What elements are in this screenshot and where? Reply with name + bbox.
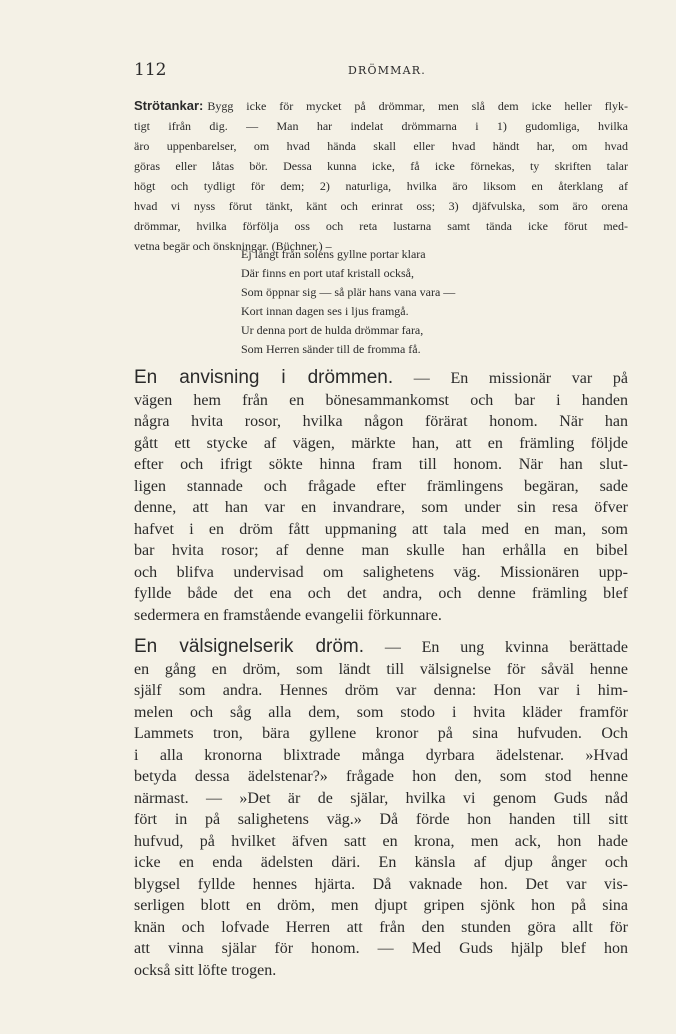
text-line: närmast. — »Det är de själar, hvilka vi genom Guds nåd bbox=[134, 789, 628, 807]
text-line: sedermera en framstående evangelii förkunnare. bbox=[134, 606, 442, 624]
text-line: denne, att han var en invandrare, som under sin resa öfver bbox=[134, 499, 628, 516]
text-line: och blifva undervisad om salighetens väg. Missionären upp- bbox=[134, 563, 628, 581]
text-line: knän och lofvade Herren att från den stunden göra allt för bbox=[134, 918, 628, 936]
text-line: icke en enda ädelsten däri. En känsla af djup ånger och bbox=[134, 854, 628, 871]
section-title: En välsignelserik dröm. bbox=[134, 636, 365, 657]
text-line: Strötankar: Bygg icke för mycket på drömmar, men slå dem icke heller flyk- bbox=[134, 98, 628, 113]
poem-line: Där finns en port utaf kristall också, bbox=[241, 266, 414, 280]
text-line: drömmar, hvilka förfölja oss och reta lustarna samt tända icke förut med- bbox=[134, 219, 628, 233]
text-line: också sitt löfte trogen. bbox=[134, 961, 277, 979]
text-line: fört in på salighetens väg.» Då förde hon handen till sitt bbox=[134, 811, 628, 828]
text-line: gått ett stycke af vägen, märkte han, att en främling följde bbox=[134, 434, 628, 452]
text-line: En anvisning i drömmen. — En missionär var på bbox=[134, 367, 628, 388]
text-line: göras eller låtas bör. Dessa kunna icke, få icke förnekas, ty skriften talar bbox=[134, 159, 628, 173]
text-line: hufvud, på hvilket äfven satt en krona, men ack, hon hade bbox=[134, 832, 628, 850]
text-line: serligen blott en dröm, men djupt gripen sjönk hon på sina bbox=[134, 897, 628, 914]
text-line: tigt ifrån dig. — Man har indelat drömmarna i 1) gudomliga, hvilka bbox=[134, 119, 628, 133]
text-line: hvad vi nyss förut tänkt, känt och erinrat oss; 3) djäfvulska, som äro orena bbox=[134, 199, 628, 213]
text-line: att vinna själar för honom. — Med Guds hjälp blef hon bbox=[134, 940, 628, 957]
running-head: DRÖMMAR. bbox=[348, 64, 426, 77]
text-line: blygsel fyllde hennes hjärta. Då vaknade hon. Det var vis- bbox=[134, 875, 628, 893]
text-line: Lammets tron, bära gyllene kronor på sina hufvuden. Och bbox=[134, 725, 628, 742]
poem-line: Ur denna port de hulda drömmar fara, bbox=[241, 323, 424, 337]
poem-line: Kort innan dagen ses i ljus framgå. bbox=[241, 304, 409, 318]
poem-line: Som Herren sänder till de fromma få. bbox=[241, 342, 421, 356]
text-line: betyda dessa ädelstenar?» frågade hon den, som stod henne bbox=[134, 768, 628, 785]
page-header bbox=[134, 60, 634, 90]
text-line: ligen stannade och frågade efter främlingens begäran, sade bbox=[134, 477, 628, 495]
text-line: några hvita rosor, hvilka någon förärat honom. När han bbox=[134, 413, 628, 430]
section-anvisning bbox=[134, 367, 628, 626]
text-line: en gång en dröm, som ländt till välsignelse för såväl henne bbox=[134, 660, 628, 678]
strotankar-paragraph bbox=[134, 96, 628, 256]
section-valsignelserik bbox=[134, 636, 628, 981]
text-line: i alla kronorna blixtrade många dyrbara ädelstenar. »Hvad bbox=[134, 746, 628, 764]
text-line: själf som andra. Hennes dröm var denna: Hon var i him- bbox=[134, 682, 628, 699]
page-number: 112 bbox=[134, 60, 167, 80]
text-line: äro uppenbarelser, om hvad hända skall eller hvad händt har, om hvad bbox=[134, 139, 628, 153]
text-line: efter och ifrigt sökte hinna fram till honom. När han slut- bbox=[134, 456, 628, 473]
text-line: hafvet i en dröm fått uppmaning att tala med en man, som bbox=[134, 520, 628, 538]
section-title: En anvisning i drömmen. bbox=[134, 367, 394, 388]
text-line: fyllde både det ena och det andra, och denne främling blef bbox=[134, 585, 628, 602]
text-line: melen och såg alla dem, som stodo i hvita kläder framför bbox=[134, 703, 628, 721]
poem-line: Ej långt från solens gyllne portar klara bbox=[241, 247, 426, 261]
poem bbox=[241, 245, 621, 359]
text-line: En välsignelserik dröm. — En ung kvinna berättade bbox=[134, 636, 629, 657]
text-line: högt och tydligt för dem; 2) naturliga, hvilka äro liksom en återklang af bbox=[134, 179, 628, 193]
text-line: bar hvita rosor; af denne man skulle han erhålla en bibel bbox=[134, 542, 628, 559]
poem-line: Som öppnar sig — så plär hans vana vara — bbox=[241, 285, 456, 299]
text-line: vägen hem från en bönesammankomst och bar i handen bbox=[134, 391, 628, 409]
text-line: vetna begär och önskningar. (Büchner.) – bbox=[134, 239, 332, 253]
strotankar-lead: Strötankar: bbox=[134, 98, 204, 113]
